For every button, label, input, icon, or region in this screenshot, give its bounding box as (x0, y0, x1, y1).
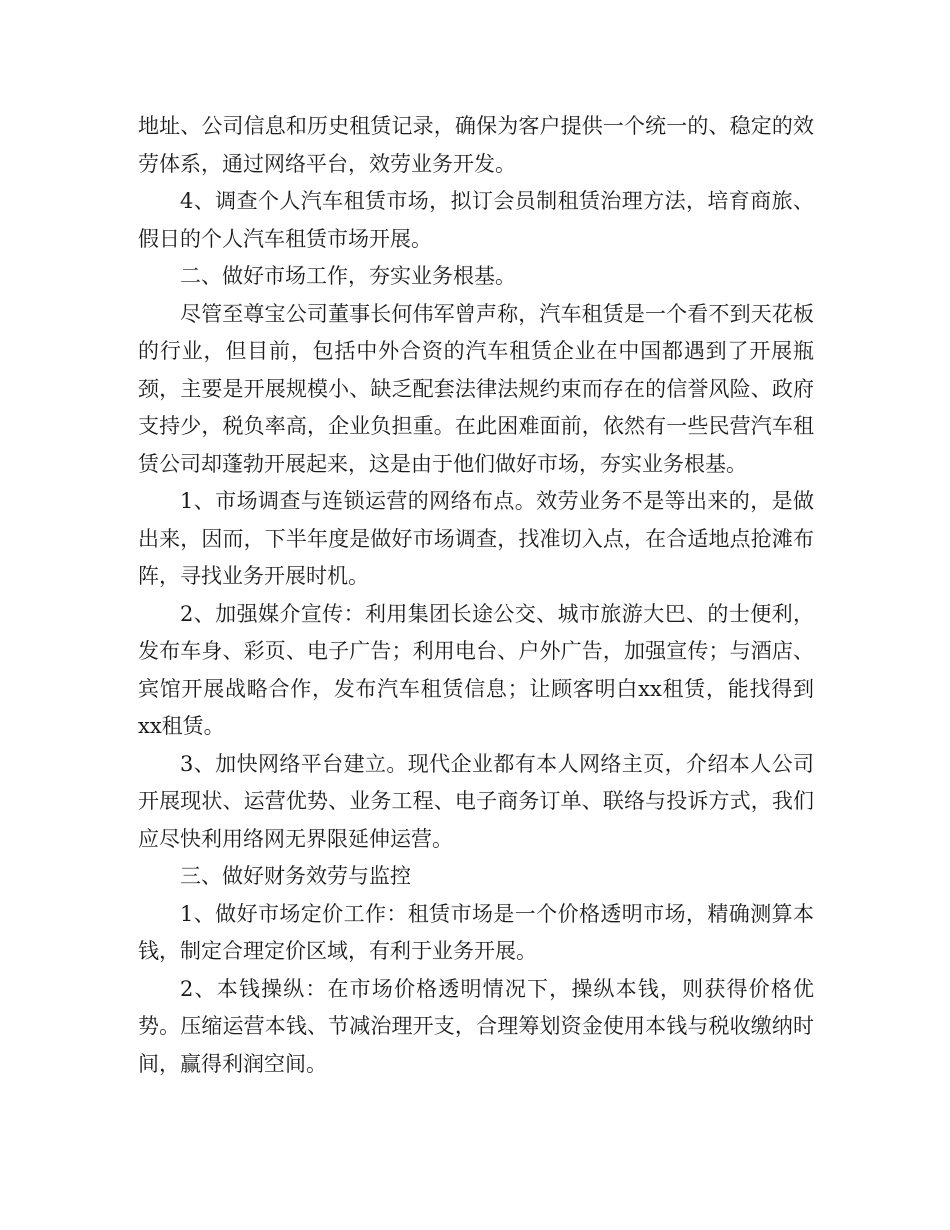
section-heading-3: 三、做好财务效劳与监控 (180, 864, 411, 888)
document-body (138, 108, 814, 1083)
section-heading-2: 二、做好市场工作，夯实业务根基。 (180, 264, 516, 288)
paragraph-item-2-cost: 2、本钱操纵：在市场价格透明情况下，操纵本钱，则获得价格优势。压缩运营本钱、节减治理开支，合理筹划资金使用本钱与税收缴纳时间，赢得利润空间。 (138, 976, 814, 1076)
paragraph-item-4: 4、调查个人汽车租赁市场，拟订会员制租赁治理方法，培育商旅、假日的个人汽车租赁市场开展。 (138, 189, 814, 251)
paragraph-item-1-pricing: 1、做好市场定价工作：租赁市场是一个价格透明市场，精确测算本钱，制定合理定价区域，有利于业务开展。 (138, 901, 814, 963)
paragraph-item-2-media: 2、加强媒介宣传：利用集团长途公交、城市旅游大巴、的士便利，发布车身、彩页、电子广告；利用电台、户外广告，加强宣传；与酒店、宾馆开展战略合作，发布汽车租赁信息；让顾客明白xx租赁，能找得到xx租赁。 (138, 601, 814, 738)
paragraph-market-intro: 尽管至尊宝公司董事长何伟军曾声称，汽车租赁是一个看不到天花板的行业，但目前，包括中外合资的汽车租赁企业在中国都遇到了开展瓶颈，主要是开展规模小、缺乏配套法律法规约束而存在的信誉风险、政府支持少，税负率高，企业负担重。在此困难面前，依然有一些民营汽车租赁公司却蓬勃开展起来，这是由于他们做好市场，夯实业务根基。 (138, 301, 814, 476)
paragraph-item-3-network: 3、加快网络平台建立。现代企业都有本人网络主页，介绍本人公司开展现状、运营优势、业务工程、电子商务订单、联络与投诉方式，我们应尽快利用络网无界限延伸运营。 (138, 751, 814, 851)
paragraph-continuation: 地址、公司信息和历史租赁记录，确保为客户提供一个统一的、稳定的效劳体系，通过网络平台，效劳业务开发。 (138, 114, 814, 176)
paragraph-item-1-market: 1、市场调查与连锁运营的网络布点。效劳业务不是等出来的，是做出来，因而，下半年度是做好市场调查，找准切入点，在合适地点抢滩布阵，寻找业务开展时机。 (138, 489, 814, 588)
